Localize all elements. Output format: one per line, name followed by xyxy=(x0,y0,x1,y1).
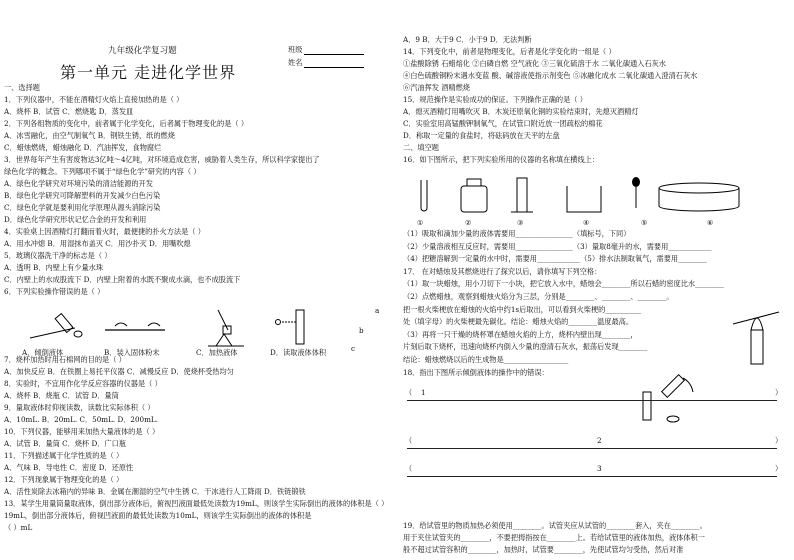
left-lines-line: 10．下列仪器，能够用来加热大量液体的是（ ） xyxy=(4,427,160,436)
experiment-caption: C．加热液体 xyxy=(196,348,238,357)
unit-title: 第一单元 走进化学世界 xyxy=(60,63,237,82)
right-lines-line: 16．如下图所示，把下列实验所用的仪器的名称填在横线上： xyxy=(403,155,600,164)
name-field[interactable] xyxy=(288,58,364,68)
answer-rule[interactable] xyxy=(407,400,777,401)
left-lines-line: 13．某学生用量筒量取液体，倒出部分液体后，俯视凹液面最低处读数为19mL，则该学生实际倒出的液体的体积是（ ） xyxy=(4,499,389,508)
left-lines-line: 5．玻璃仪器洗干净的标志是（ ） xyxy=(4,251,112,260)
right-lines3-line: 19．给试管里的物质加热必须使用________。试管夹应从试管的________套入，夹在________。 xyxy=(403,521,707,530)
right-lines2-line: 片刻后取下烧杯，迅速向烧杯内倒入少量的澄清石灰水，振荡后发现________ xyxy=(403,342,648,352)
dropper-icon xyxy=(632,177,640,208)
candle-figure xyxy=(729,300,789,370)
answer-rule[interactable] xyxy=(407,476,777,477)
left-lines-line: 12．下列现象属于物理变化的是（ ） xyxy=(4,475,124,484)
right-lines-line: A．9 B．大于9 C．小于9 D．无法判断 xyxy=(403,35,532,44)
experiment-drawings xyxy=(20,308,340,348)
class-field[interactable] xyxy=(288,45,364,55)
answer-rule[interactable] xyxy=(407,448,777,449)
name-label: 姓名 xyxy=(288,58,303,67)
left-lines-line: A．烧杯 B．试管 C．燃烧匙 D．蒸发皿 xyxy=(4,107,134,116)
q18-item-number: 1 xyxy=(421,388,426,397)
right-lines2-line: （1）取一块蜡烛，用小刀切下一小块，把它放入水中，蜡烛会________所以石蜡的密度比水________ xyxy=(403,279,724,289)
apparatus-label: ⑤ xyxy=(641,218,648,227)
left-lines-line: A．烧杯 B．烧瓶 C．试管 D．量筒 xyxy=(4,391,119,400)
left-lines-line: 9．量取液体时仰视读数，读数比实际体积（ ） xyxy=(4,403,155,412)
right-lines-line: C．实验室用高锰酸钾制氧气，在试管口附近放一团疏松的棉花 xyxy=(403,119,603,128)
left-lines-line: A．冰雪融化，由空气制氧气 B．钢铁生锈，纸的燃烧 xyxy=(4,131,175,140)
right-lines-line: A．熄灭酒精灯用嘴吹灭 B．木炭还原氧化铜的实验结束时，先熄灭酒精灯 xyxy=(403,107,639,116)
left-lines-line: C．蜡烛燃烧，蜡烛融化 D．汽油挥发，食物腐烂 xyxy=(4,143,162,152)
left-lines-line: C．内壁上的水成股流下 D．内壁上附着的水既不聚成水滴，也不成股流下 xyxy=(4,275,241,284)
beaker-icon xyxy=(567,186,601,212)
test-tube-icon xyxy=(421,180,427,211)
candle-label: b xyxy=(359,326,364,335)
left-lines-line: A．试管 B．量筒 C．烧杯 D．广口瓶 xyxy=(4,439,127,448)
paren-close: ） xyxy=(775,388,783,397)
left-lines-line: A．绿色化学研究对环境污染的清洁能源的开发 xyxy=(4,179,153,188)
right-lines3-line: 用于夹住试管夹的________，不要把拇指按在________上。若给试管里的液体加热，液体体积一 xyxy=(403,533,705,542)
right-lines-line: ⑥汽油挥发 酒精燃烧 xyxy=(403,83,470,92)
left-lines-line: B．绿色化学研究可降解塑料的开发减少白色污染 xyxy=(4,191,161,200)
experiment-caption: B．装入固体粉末 xyxy=(104,348,160,357)
left-lines-line: （ ）mL xyxy=(4,523,33,532)
left-lines-line: 6．下列实验操作错误的是（ ） xyxy=(4,287,105,296)
paren-open: （ xyxy=(405,388,413,397)
left-lines-line: 11．下列描述属于化学性质的是（ ） xyxy=(4,451,124,460)
class-label: 班级 xyxy=(288,45,303,54)
right-lines2-line: （4）把糖溶解到一定量的水中时，需要用____________（5）排水法制取氧气，需要用________ xyxy=(403,254,707,264)
right-lines2-line: （2）少量溶液相互反应时，需要用________________（3）量取8毫升的水，需要用____________ xyxy=(403,241,712,251)
right-lines-line: 二、填空题 xyxy=(403,143,439,152)
left-lines-line: 7．烧杯加热时用石棉网的目的是（ ） xyxy=(4,355,126,364)
paren-close: ） xyxy=(775,436,783,445)
left-lines-line: 19mL，倒出部分液体后，俯视凹液面的最低处读数为10mL，则该学生实际倒出的液体的体积是 xyxy=(4,511,312,520)
right-lines3-line: 般不超过试管容积的________，加热时，试管要________，先使试管均匀受热，然后对准 xyxy=(403,545,684,554)
left-lines-line: A．用水冲熄 B．用湿抹布盖灭 C．用沙扑灭 D．用嘴吹熄 xyxy=(4,239,191,248)
left-lines-line: D．绿色化学研究形状记忆合金的开发和利用 xyxy=(4,215,147,224)
left-lines-line: 绿色化学的概念。下列哪项不属于“绿色化学”研究的内容（ ） xyxy=(4,167,201,176)
left-lines-line: A．透明 B．内壁上有少量水珠 xyxy=(4,263,104,272)
powder-drawing xyxy=(105,323,165,330)
q18-item-number: 3 xyxy=(597,464,602,473)
left-lines-line: 2．下列各组物质的变化中，前者属于化学变化，后者属于物理变化的是（ ） xyxy=(4,119,249,128)
right-lines-line: 14．下列变化中，前者是物理变化，后者是化学变化的一组是（ ） xyxy=(403,47,616,56)
left-lines-line: 4．实验桌上因酒精灯打翻而着火时，最便捷的扑火方法是（ ） xyxy=(4,227,205,236)
right-lines2-line: （1）吸取和滴加少量的液体需要用________________（填标号，下同） xyxy=(403,229,631,238)
trough-icon xyxy=(659,183,739,211)
apparatus-label: ② xyxy=(465,218,472,227)
right-lines2-line: （2）点燃蜡烛，观察到蜡烛火焰分为三层，分别是________、________、________。 xyxy=(403,292,674,301)
paren-close: ） xyxy=(775,464,783,473)
right-column xyxy=(351,0,794,560)
heat-liquid-drawing xyxy=(208,310,244,346)
candle-label: c xyxy=(351,344,356,353)
left-lines-line: A．气味 B．导电性 C．密度 D．还原性 xyxy=(4,463,134,472)
left-lines-line: A．加快反应 B．在铁圈上易托平仪器 C．减慢反应 D．使烧杯受热均匀 xyxy=(4,367,234,376)
q18-item-number: 2 xyxy=(597,436,602,445)
right-lines2-line: 结论：蜡烛燃烧以后的生成物是__________________ xyxy=(403,355,569,364)
experiment-caption: D．读取液体体积 xyxy=(270,348,327,357)
right-lines-line: 15．规范操作是实验成功的保证。下列操作正确的是（ ） xyxy=(403,95,587,104)
right-lines2-line: 处（填字母）的火柴梗最先碳化。结论：蜡烛火焰的________温度最高。 xyxy=(403,317,634,327)
pour-liquid-drawing xyxy=(30,314,82,338)
read-volume-drawing xyxy=(276,310,305,344)
right-lines-line: ④白色硫酸铜粉末遇水变蓝 酸、碱溶液使指示剂变色 ⑤冰融化成水 二氧化碳通入澄清石灰水 xyxy=(403,71,698,80)
right-lines2-line: 把一根火柴梗放在蜡烛的火焰中约1s后取出，可以看到火柴梗的__________ xyxy=(403,304,642,314)
candle-label: a xyxy=(375,306,380,315)
right-lines2-line: （3）再将一只干燥的烧杯罩在蜡烛火焰的上方，烧杯内壁出现________， xyxy=(403,329,638,339)
left-lines-line: 8．实验时，不宜用作化学反应容器的仪器是（ ） xyxy=(4,379,162,388)
right-lines-line: ①盐酸除锈 石蜡熔化 ②白磷自燃 空气液化 ③三氧化硫溶于水 二氧化碳通入石灰水 xyxy=(403,59,666,68)
experiment-caption: A．倾倒液体 xyxy=(22,348,64,357)
exam-title: 九年级化学复习题 xyxy=(108,46,177,56)
right-lines2-line: 17． 在对蜡烛及其燃烧进行了探究以后，请你填写下列空格： xyxy=(403,266,602,276)
pouring-figure xyxy=(635,372,705,424)
apparatus-label: ③ xyxy=(517,218,524,227)
apparatus-drawings xyxy=(407,176,787,222)
left-lines-line: 一、选择题 xyxy=(4,83,40,92)
wide-mouth-bottle-icon xyxy=(461,179,487,212)
apparatus-label: ⑥ xyxy=(707,218,714,227)
left-lines-line: A．活性炭除去冰箱内的异味 B．金属在潮湿的空气中生锈 C．干冰进行人工降雨 D．铁链锻铁 xyxy=(4,487,306,496)
paren-open: （ xyxy=(405,436,413,445)
left-lines-line: A．10mL. B．20mL. C．50mL. D．200mL. xyxy=(4,415,158,424)
apparatus-label: ④ xyxy=(583,218,590,227)
apparatus-label: ① xyxy=(417,218,424,227)
left-lines-line: C．绿色化学就是要利用化学原理从源头消除污染 xyxy=(4,203,161,212)
left-lines-line: 3．世界每年产生有害废物达3亿吨～4亿吨，对环境造成危害，威胁着人类生存，所以科学家提出了 xyxy=(4,155,320,164)
right-lines-line: D．称取一定量的食盐时，将砝码放在天平的左盘 xyxy=(403,131,560,140)
left-lines-line: 1．下列仪器中，不能在酒精灯火焰上直接加热的是（ ） xyxy=(4,95,184,104)
right-lines2-line: 18．指出下图所示倾倒液体的操作中的错误： xyxy=(403,367,549,377)
graduated-cylinder-icon xyxy=(511,178,533,212)
paren-open: （ xyxy=(405,464,413,473)
